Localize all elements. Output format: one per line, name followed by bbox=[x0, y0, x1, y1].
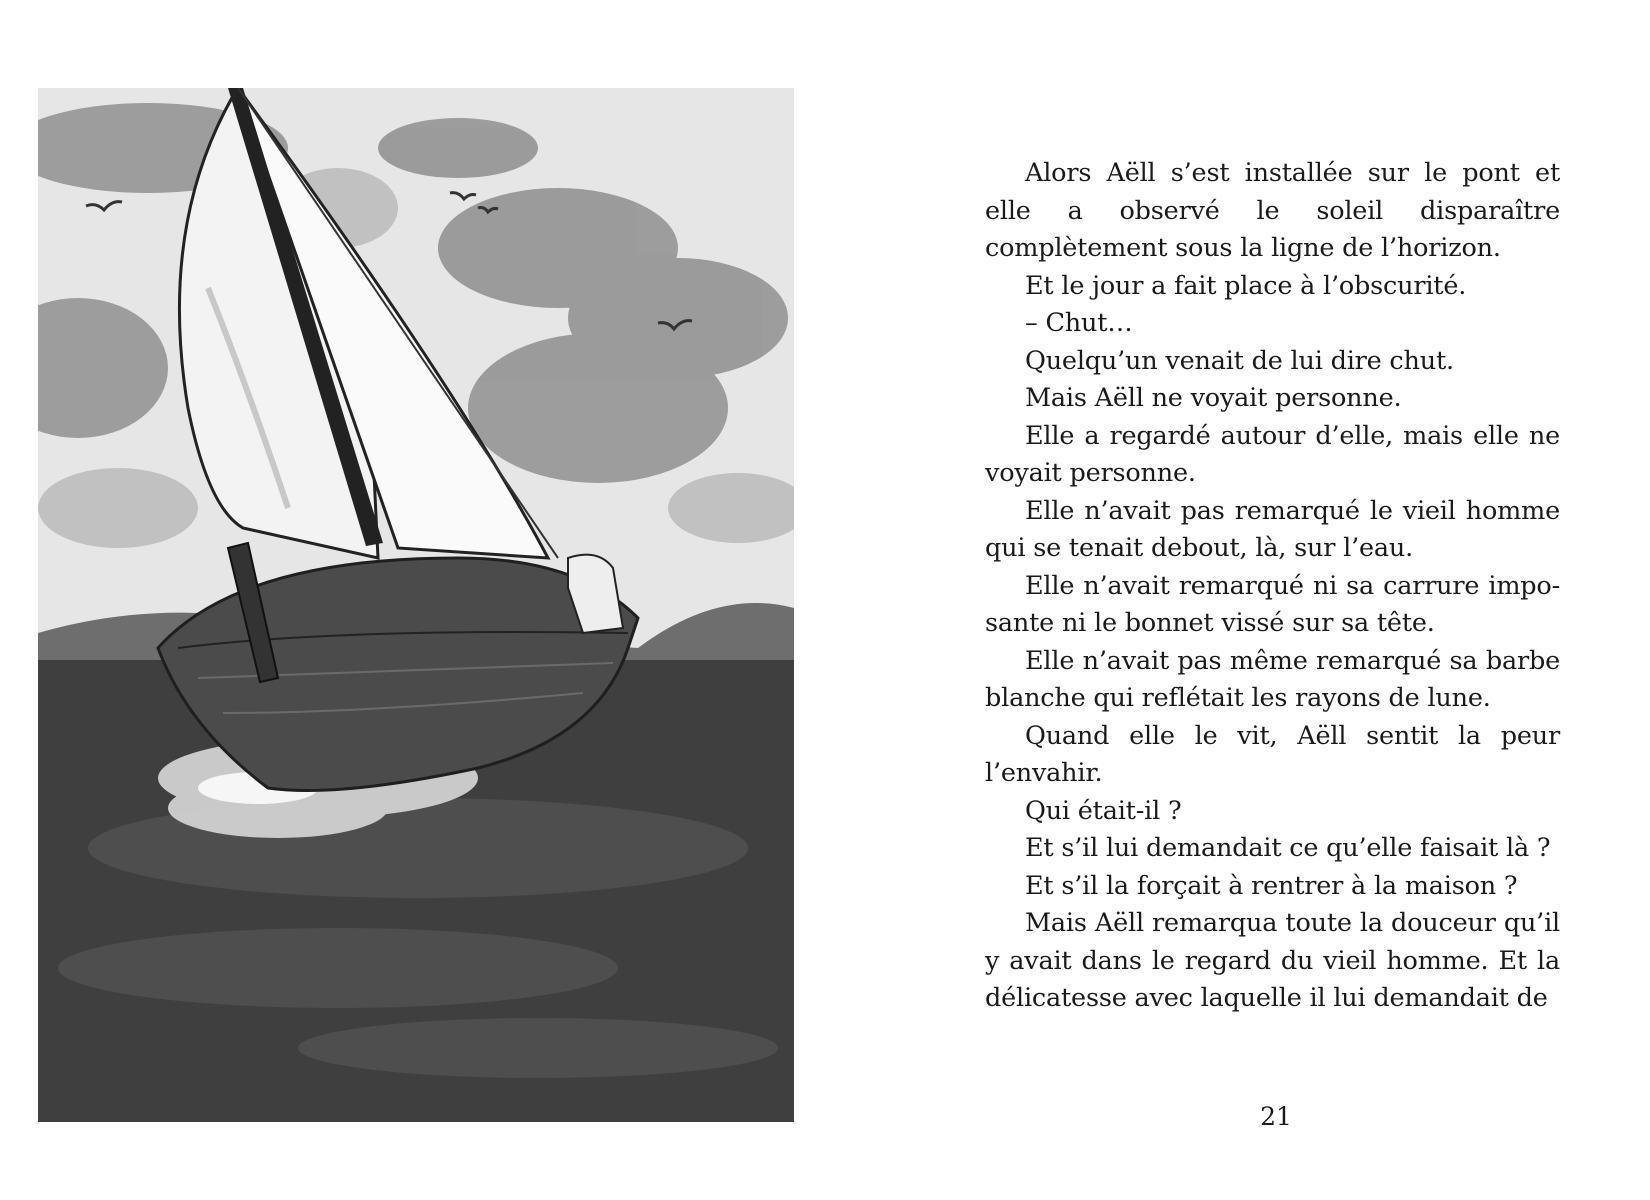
paragraph: Et s’il la forçait à rentrer à la maison ? bbox=[1025, 870, 1518, 901]
paragraph: Quelqu’un venait de lui dire chut. bbox=[1025, 345, 1454, 376]
paragraph: Mais Aëll ne voyait personne. bbox=[1025, 383, 1402, 413]
paragraph: – Chut… bbox=[1025, 308, 1133, 338]
paragraph: Elle n’avait pas même remarqué sa barbe blanche qui reflétait les rayons de lune. bbox=[985, 645, 1560, 713]
paragraph: Qui était-il ? bbox=[1025, 795, 1182, 826]
paragraph: Elle n’avait pas remarqué le vieil homme qui se tenait debout, là, sur l’eau. bbox=[985, 495, 1560, 563]
sailboat-illustration bbox=[38, 88, 794, 1122]
paragraph: Alors Aëll s’est installée sur le pont et elle a observé le soleil disparaître complètement sous la ligne de l’horizon. bbox=[985, 158, 1560, 263]
paragraph: Elle a regardé autour d’elle, mais elle ne voyait personne. bbox=[985, 420, 1560, 488]
paragraph: Mais Aëll remarqua toute la douceur qu’il y avait dans le regard du vieil homme. Et la délicatesse avec laquelle il lui demandait de bbox=[985, 908, 1560, 1013]
sailboat-drawing bbox=[38, 88, 794, 1122]
text-page bbox=[985, 155, 1560, 1018]
paragraph: Et le jour a fait place à l’obscurité. bbox=[1025, 270, 1467, 301]
page-number: 21 bbox=[1260, 1102, 1292, 1131]
paragraph: Et s’il lui demandait ce qu’elle faisait là ? bbox=[1025, 833, 1551, 863]
paragraph: Elle n’avait remarqué ni sa carrure impo-sante ni le bonnet vissé sur sa tête. bbox=[985, 570, 1560, 638]
paragraph: Quand elle le vit, Aëll sentit la peur l’envahir. bbox=[985, 720, 1560, 788]
